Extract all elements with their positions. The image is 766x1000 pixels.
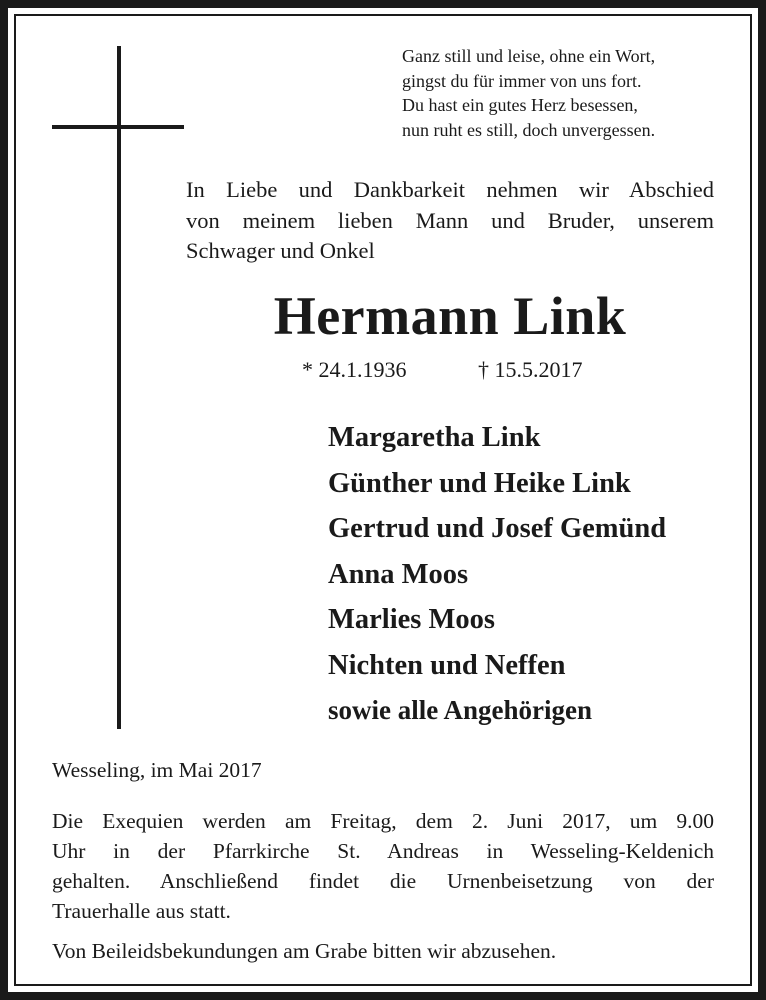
birth-date: * 24.1.1936 <box>302 357 407 382</box>
place-date: Wesseling, im Mai 2017 <box>52 758 262 782</box>
cross-icon <box>117 46 121 729</box>
death-date: † 15.5.2017 <box>478 357 583 382</box>
deceased-name: Hermann Link <box>273 286 627 346</box>
poem-line: gingst du für immer von uns fort. <box>402 70 642 91</box>
farewell-line: von meinem lieben Mann und Bruder, unserem <box>186 207 714 233</box>
mourner-name: Nichten und Neffen <box>328 649 566 681</box>
poem-line: Du hast ein gutes Herz besessen, <box>402 95 638 115</box>
closing-note: Von Beileidsbekundungen am Grabe bitten wir abzusehen. <box>52 939 557 963</box>
cross-icon-crossbar <box>52 125 184 129</box>
mourner-name: Gertrud und Josef Gemünd <box>328 513 667 544</box>
service-line: gehalten. Anschließend findet die Urnenbeisetzung von der <box>52 869 714 893</box>
service-line: Trauerhalle aus statt. <box>52 899 231 923</box>
mourner-name: Margaretha Link <box>328 422 541 453</box>
funeral-service-info <box>52 806 714 926</box>
poem-line: Ganz still und leise, ohne ein Wort, <box>402 46 656 66</box>
mourner-name: Marlies Moos <box>328 604 495 635</box>
mourner-name: Anna Moos <box>328 558 469 590</box>
service-line: Uhr in der Pfarrkirche St. Andreas in Wesseling-Keldenich <box>52 839 714 863</box>
farewell-line: Schwager und Onkel <box>186 238 375 263</box>
memorial-poem <box>402 44 732 142</box>
mourner-name: sowie alle Angehörigen <box>328 695 592 725</box>
poem-line: nun ruht es still, doch unvergessen. <box>402 119 656 140</box>
farewell-line: In Liebe und Dankbarkeit nehmen wir Abschied <box>186 177 714 202</box>
mourner-name: Günther und Heike Link <box>328 467 631 499</box>
farewell-text <box>186 175 714 267</box>
mourners-list <box>328 415 728 734</box>
service-line: Die Exequien werden am Freitag, dem 2. Juni 2017, um 9.00 <box>52 809 714 833</box>
